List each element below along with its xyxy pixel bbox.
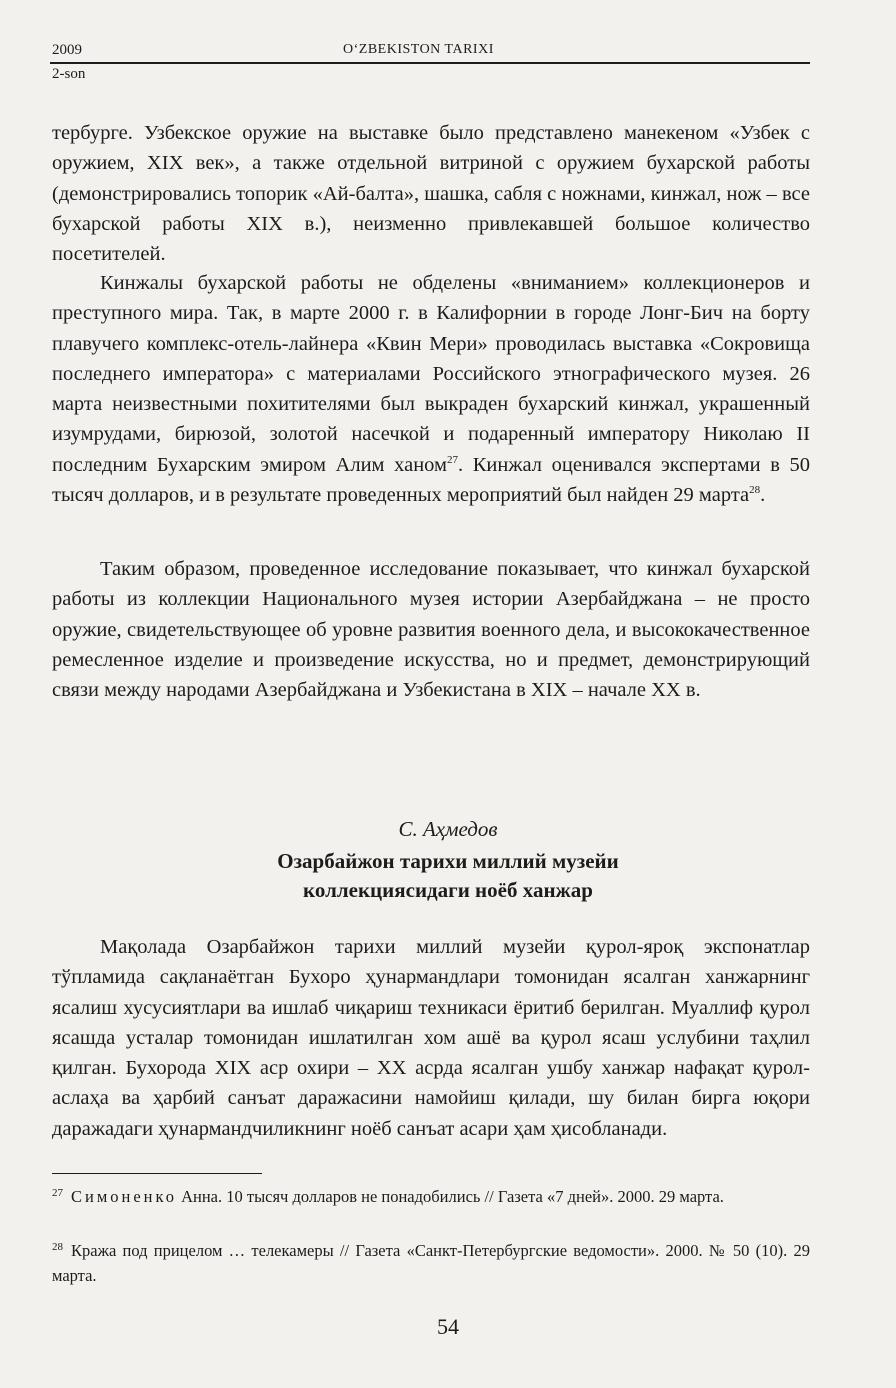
header-year: 2009 xyxy=(52,42,82,58)
paragraph-2 xyxy=(52,268,810,510)
footnote-number: 28 xyxy=(52,1240,63,1253)
footnote-text: Анна. 10 тысяч долларов не понадобились // Газета «7 дней». 2000. 29 марта. xyxy=(176,1187,724,1206)
footnote-number: 27 xyxy=(52,1186,63,1199)
author-name: С. Аҳмедов xyxy=(398,817,498,841)
footnote-28 xyxy=(52,1238,810,1288)
summary-title-line-2: коллекциясидаги ноёб ханжар xyxy=(303,878,593,902)
header-journal-title: O‘ZBEKISTON TARIXI xyxy=(343,42,494,57)
footnote-27 xyxy=(52,1184,810,1209)
footnote-ref-28[interactable]: 28 xyxy=(749,484,761,497)
footnote-ref-27[interactable]: 27 xyxy=(447,453,459,466)
paragraph-2-text-c: . xyxy=(760,484,766,507)
summary-title xyxy=(0,847,896,905)
page-number: 54 xyxy=(437,1314,459,1339)
header-issue: 2-son xyxy=(52,66,86,82)
summary-title-line-1: Озарбайжон тарихи миллий музейи xyxy=(277,849,619,873)
paragraph-2-text-a: Кинжалы бухарской работы не обделены «вниманием» коллекционеров и преступного мира. Так, в марте 2000 г. в Калифорнии в городе Лонг-Бич на борту плавучего комплекс-отель-лайнера «Квин Мери» проводилась выставка «Сокровища последнего императора» с материалами Российского этнографического музея. 26 марта неизвестными похитителями был выкраден бухарский кинжал, украшенный изумрудами, бирюзой, золотой насечкой и подаренный императору Николаю II последним Бухарским эмиром Алим ханом xyxy=(52,272,810,476)
summary-paragraph: Мақолада Озарбайжон тарихи миллий музейи қурол-яроқ экспонатлар тўпламида сақланаётган Бухоро ҳунармандлари томонидан ясалган ханжарнинг ясалиш хусусиятлари ва ишлаб чиқариш техникаси ёритиб берилган. Муаллиф қурол ясашда усталар томонидан ишлатилган хом ашё ва қурол ясаш услубини таҳлил қилган. Бухорода XIX аср охири – XX асрда ясалган ушбу ханжар нафақат қурол-аслаҳа ва ҳарбий санъат даражасини намойиш қилади, шу билан бирга юқори даражадаги ҳунармандчиликнинг ноёб санъат асари ҳам ҳисобланади. xyxy=(52,936,810,1140)
footnote-separator xyxy=(52,1173,262,1174)
paragraph-1: тербурге. Узбекское оружие на выставке было представлено манекеном «Узбек с оружием, XIX век», а также отдельной витриной с оружием бухарской работы (демонстрировались топорик «Ай-балта», шашка, сабля с ножнами, кинжал, нож – все бухарской работы XIX в.), неизменно привлекавшей большое количество посетителей. xyxy=(52,122,810,266)
footnote-author: Симоненко xyxy=(71,1187,177,1206)
paragraph-2-text-b: . Кинжал оценивался экспертами в 50 тысяч долларов, и в результате проведенных мероприятий был найден 29 марта xyxy=(52,453,811,507)
paragraph-3: Таким образом, проведенное исследование показывает, что кинжал бухарской работы из коллекции Национального музея истории Азербайджана – не просто оружие, свидетельствующее об уровне развития военного дела, и высококачественное ремесленное изделие и произведение искусства, но и предмет, демонстрирующий связи между народами Азербайджана и Узбекистана в XIX – начале XX в. xyxy=(52,558,810,702)
footnote-text: Кража под прицелом … телекамеры // Газета «Санкт-Петербургские ведомости». 2000. № 50 (10). 29 марта. xyxy=(52,1241,810,1285)
header-rule xyxy=(50,62,810,64)
